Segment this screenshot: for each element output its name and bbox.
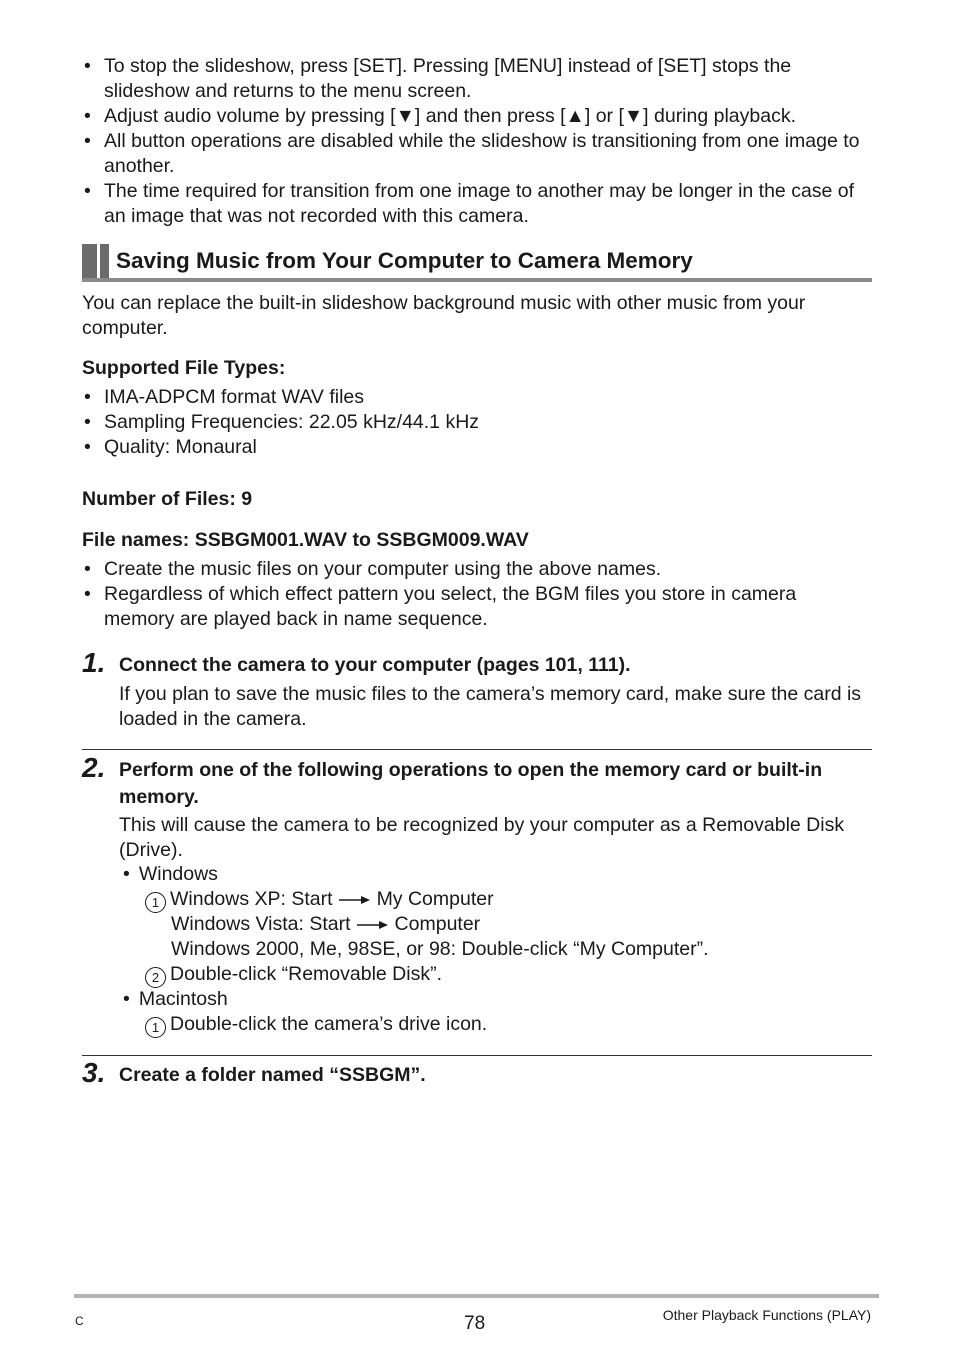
- bullet-icon: •: [84, 105, 91, 127]
- bullet-icon: •: [84, 411, 91, 433]
- list-item: • Adjust audio volume by pressing [▼] and then press [▲] or [▼] during playback.: [84, 105, 797, 127]
- circled-number-icon: 1: [145, 1017, 166, 1038]
- list-item: • Regardless of which effect pattern you select, the BGM files you store in camera memory are played back in name sequence.: [84, 583, 797, 630]
- bullet-icon: •: [84, 180, 91, 202]
- file-names-heading: File names: SSBGM001.WAV to SSBGM009.WAV: [82, 529, 529, 551]
- arrow-right-icon: [339, 895, 371, 905]
- list-item: • Sampling Frequencies: 22.05 kHz/44.1 kHz: [84, 411, 480, 433]
- section-title: Saving Music from Your Computer to Camera Memory: [116, 248, 693, 273]
- arrow-right-icon: [357, 920, 389, 930]
- step-number: 1.: [82, 647, 106, 678]
- list-item: • Create the music files on your computer using the above names.: [84, 558, 662, 580]
- bullet-icon: •: [84, 386, 91, 408]
- supported-list: [82, 385, 872, 460]
- windows-label: • Windows: [123, 863, 218, 885]
- windows-2000-line: Windows 2000, Me, 98SE, or 98: Double-click “My Computer”.: [171, 938, 709, 960]
- number-of-files: Number of Files: 9: [82, 488, 253, 510]
- intro-bullet-list: [82, 54, 872, 229]
- step-title: Connect the camera to your computer (pages 101, 111).: [119, 654, 631, 676]
- heading-underline: [82, 278, 872, 282]
- section-intro: You can replace the built-in slideshow background music with other music from your computer.: [82, 292, 806, 339]
- section-heading: [82, 244, 872, 282]
- page-number: 78: [464, 1313, 486, 1334]
- file-names-list: [82, 557, 872, 632]
- supported-heading: Supported File Types:: [82, 357, 286, 379]
- circled-number-icon: 2: [145, 967, 166, 988]
- windows-xp-line: 1 Windows XP: Start My Computer: [145, 887, 494, 913]
- list-item: • Quality: Monaural: [84, 436, 257, 458]
- list-item: • IMA-ADPCM format WAV files: [84, 386, 365, 408]
- step-number: 2.: [82, 752, 106, 783]
- step-divider: [82, 1055, 872, 1056]
- windows-vista-line: Windows Vista: Start Computer: [171, 913, 481, 935]
- footer-section-name: Other Playback Functions (PLAY): [662, 1307, 871, 1323]
- list-item: • All button operations are disabled while the slideshow is transitioning from one image to another.: [84, 130, 860, 177]
- mac-step1-line: 1 Double-click the camera’s drive icon.: [145, 1012, 487, 1038]
- heading-marker: [82, 244, 97, 282]
- bullet-icon: •: [84, 558, 91, 580]
- list-item: • To stop the slideshow, press [SET]. Pressing [MENU] instead of [SET] stops the slideshow and returns to the menu screen.: [84, 55, 792, 102]
- step-divider: [82, 749, 872, 750]
- windows-step2-line: 2 Double-click “Removable Disk”.: [145, 962, 442, 988]
- macintosh-label: • Macintosh: [123, 988, 228, 1010]
- footer-lang-code: C: [75, 1314, 84, 1328]
- step-title: Create a folder named “SSBGM”.: [119, 1064, 426, 1086]
- bullet-icon: •: [84, 55, 91, 77]
- circled-number-icon: 1: [145, 892, 166, 913]
- footer-rule: [74, 1294, 879, 1298]
- bullet-icon: •: [84, 436, 91, 458]
- bullet-icon: •: [123, 863, 130, 885]
- bullet-icon: •: [84, 583, 91, 605]
- heading-marker: [100, 244, 109, 282]
- bullet-icon: •: [84, 130, 91, 152]
- step-body: This will cause the camera to be recognized by your computer as a Removable Disk (Drive).: [119, 814, 845, 861]
- step-title: Perform one of the following operations to open the memory card or built-in memory.: [119, 759, 823, 808]
- bullet-icon: •: [123, 988, 130, 1010]
- list-item: • The time required for transition from one image to another may be longer in the case of an image that was not recorded with this camera.: [84, 180, 855, 227]
- step-body: If you plan to save the music files to the camera’s memory card, make sure the card is loaded in the camera.: [119, 683, 862, 730]
- step-number: 3.: [82, 1057, 106, 1088]
